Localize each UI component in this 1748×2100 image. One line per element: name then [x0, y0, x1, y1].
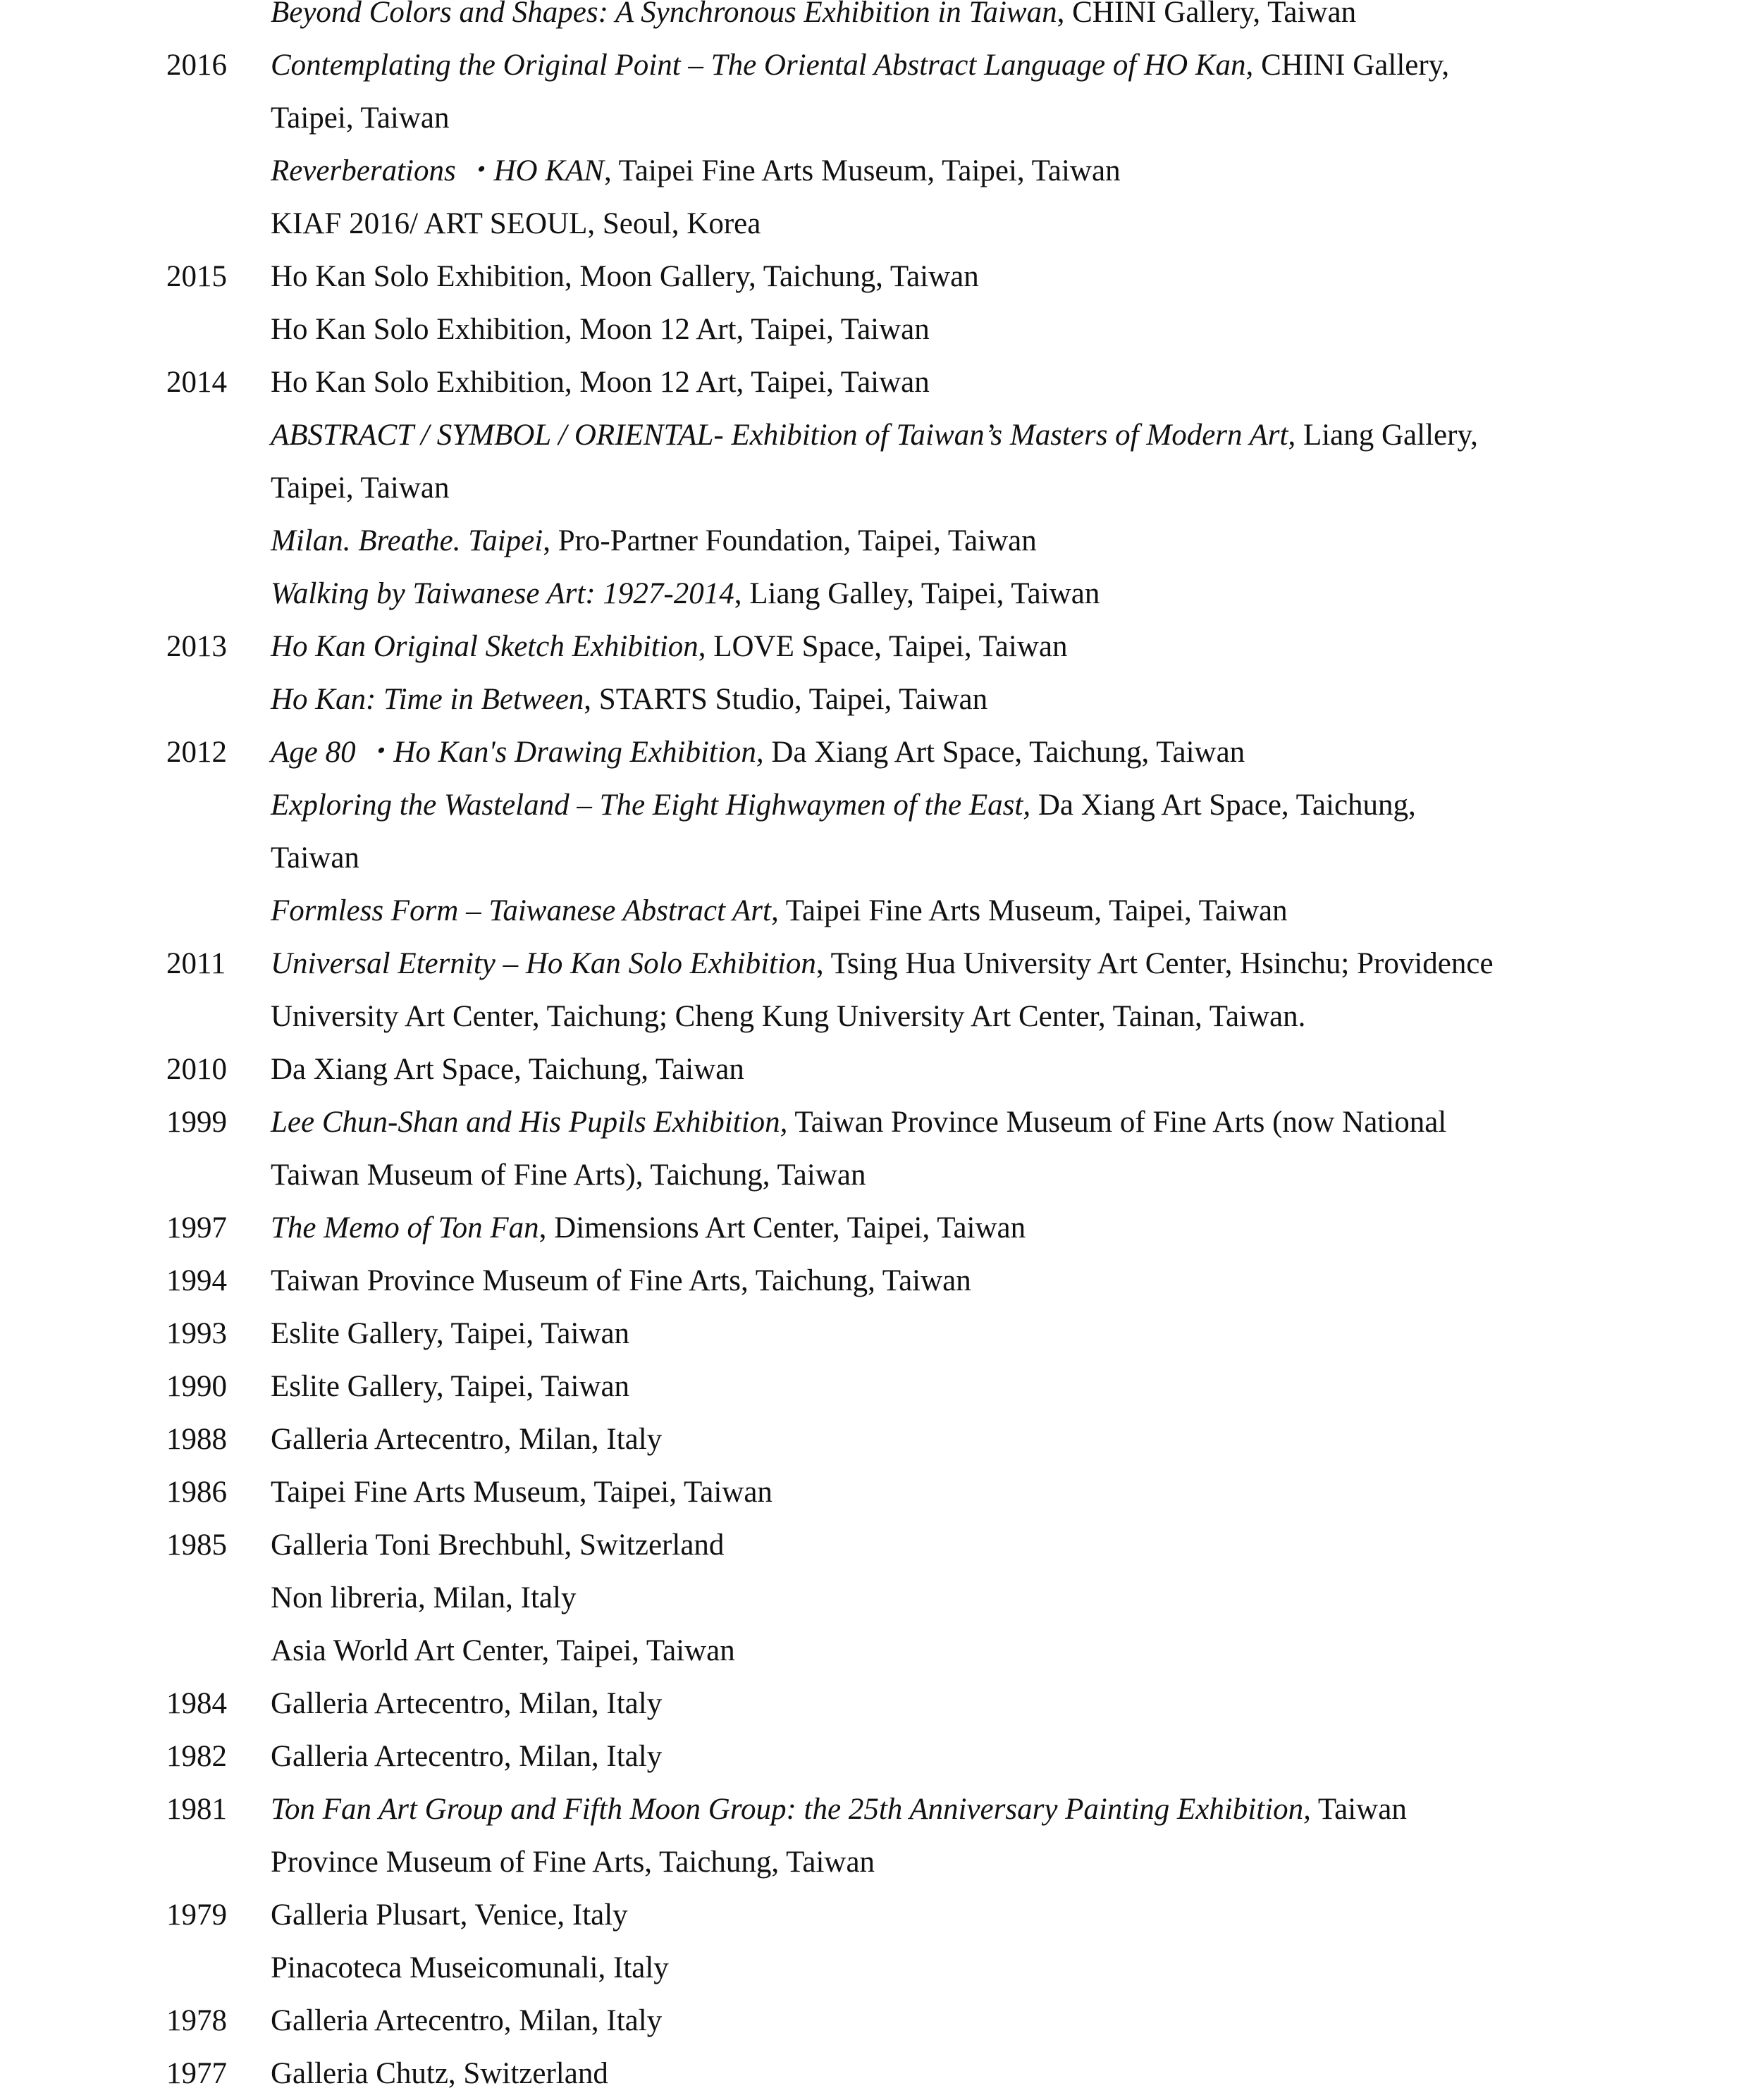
- exhibition-year: 1999: [166, 1106, 227, 1139]
- exhibition-line: [0, 1149, 1748, 1202]
- exhibition-venue: Galleria Plusart, Venice, Italy: [271, 1898, 628, 1932]
- exhibition-year: 2013: [166, 630, 227, 663]
- exhibition-venue: Eslite Gallery, Taipei, Taiwan: [271, 1317, 630, 1350]
- exhibition-venue: Taiwan: [271, 841, 359, 875]
- exhibition-text: [271, 779, 1416, 832]
- exhibition-venue: Taiwan Province Museum of Fine Arts (now National: [787, 1106, 1447, 1139]
- exhibition-text: [271, 514, 1037, 567]
- exhibition-year: 2010: [166, 1053, 227, 1086]
- exhibition-text: [271, 1254, 971, 1307]
- exhibition-text: [271, 1360, 629, 1413]
- exhibition-year: 2011: [166, 947, 226, 980]
- exhibition-venue: Da Xiang Art Space, Taichung,: [1030, 789, 1416, 822]
- exhibition-line: [0, 462, 1748, 514]
- exhibition-year: 1990: [166, 1370, 227, 1403]
- exhibition-text: [271, 567, 1100, 620]
- exhibition-venue: Galleria Artecentro, Milan, Italy: [271, 1423, 663, 1456]
- exhibition-venue: , CHINI Gallery, Taiwan: [1057, 0, 1357, 29]
- exhibition-title: Ho Kan: Time in Between: [271, 683, 584, 716]
- exhibition-line: [0, 1202, 1748, 1254]
- exhibition-line: [0, 1624, 1748, 1677]
- exhibition-line: [0, 567, 1748, 620]
- exhibition-text: [271, 0, 1356, 39]
- exhibition-line: [0, 39, 1748, 92]
- exhibition-year: 1981: [166, 1793, 227, 1826]
- exhibition-text: [271, 832, 359, 884]
- exhibition-text: [271, 1624, 735, 1677]
- exhibition-line: [0, 1360, 1748, 1413]
- exhibition-text: [271, 1994, 662, 2047]
- exhibition-venue: , Liang Galley, Taipei, Taiwan: [734, 577, 1100, 610]
- exhibition-venue: Pinacoteca Museicomunali, Italy: [271, 1951, 669, 1984]
- exhibition-text: [271, 39, 1449, 92]
- exhibition-line: [0, 1889, 1748, 1941]
- exhibition-line: [0, 1307, 1748, 1360]
- exhibition-text: [271, 462, 450, 514]
- exhibition-text: [271, 197, 761, 250]
- exhibition-year: 1982: [166, 1740, 227, 1773]
- exhibition-venue: Ho Kan Solo Exhibition, Moon 12 Art, Taipei, Taiwan: [271, 313, 930, 346]
- exhibition-title: The Memo of Ton Fan: [271, 1211, 539, 1244]
- exhibition-title: Lee Chun-Shan and His Pupils Exhibition,: [271, 1106, 788, 1139]
- exhibition-title: Formless Form – Taiwanese Abstract Art,: [271, 894, 779, 927]
- exhibition-text: [271, 2047, 608, 2100]
- exhibition-text: [271, 884, 1288, 937]
- exhibition-line: [0, 1783, 1748, 1836]
- exhibition-line: [0, 1466, 1748, 1519]
- exhibition-line: [0, 990, 1748, 1043]
- exhibition-line: [0, 356, 1748, 409]
- exhibition-line: [0, 1571, 1748, 1624]
- exhibition-line: [0, 726, 1748, 779]
- exhibition-year: 1994: [166, 1264, 227, 1297]
- exhibition-line: [0, 409, 1748, 462]
- exhibition-title: Universal Eternity – Ho Kan Solo Exhibition: [271, 947, 816, 980]
- exhibition-year: 1985: [166, 1528, 227, 1562]
- exhibition-venue: Non libreria, Milan, Italy: [271, 1581, 577, 1614]
- exhibition-title: ABSTRACT / SYMBOL / ORIENTAL- Exhibition of Taiwan’s Masters of Modern Art: [271, 419, 1288, 452]
- exhibition-year: 1993: [166, 1317, 227, 1350]
- exhibition-venue: Galleria Artecentro, Milan, Italy: [271, 1687, 663, 1720]
- exhibition-text: [271, 1836, 875, 1889]
- exhibition-venue: , Tsing Hua University Art Center, Hsinchu; Providence: [815, 947, 1494, 980]
- exhibition-venue: Taipei Fine Arts Museum, Taipei, Taiwan: [778, 894, 1288, 927]
- exhibition-venue: Taiwan Museum of Fine Arts), Taichung, Taiwan: [271, 1159, 866, 1192]
- exhibition-line: [0, 832, 1748, 884]
- exhibition-year: 2015: [166, 260, 227, 293]
- exhibition-venue: Galleria Chutz, Switzerland: [271, 2057, 608, 2090]
- exhibition-venue: University Art Center, Taichung; Cheng Kung University Art Center, Tainan, Taiwan.: [271, 1000, 1306, 1033]
- exhibition-year: 1978: [166, 2004, 227, 2037]
- exhibition-line: [0, 1096, 1748, 1149]
- exhibition-venue: Province Museum of Fine Arts, Taichung, Taiwan: [271, 1846, 875, 1879]
- exhibition-line: [0, 1413, 1748, 1466]
- exhibition-line: [0, 1730, 1748, 1783]
- exhibition-venue: , Pro-Partner Foundation, Taipei, Taiwan: [543, 524, 1037, 557]
- exhibition-venue: CHINI Gallery,: [1253, 49, 1450, 82]
- exhibition-text: [271, 303, 930, 356]
- exhibition-line: [0, 1043, 1748, 1096]
- exhibition-line: [0, 779, 1748, 832]
- exhibition-text: [271, 1096, 1446, 1149]
- exhibition-text: [271, 1466, 773, 1519]
- exhibition-text: [271, 1149, 866, 1202]
- exhibition-title: Ho Kan Original Sketch Exhibition: [271, 630, 698, 663]
- exhibition-venue: , Taipei Fine Arts Museum, Taipei, Taiwan: [603, 154, 1121, 187]
- exhibition-line: [0, 144, 1748, 197]
- exhibition-text: [271, 250, 979, 303]
- exhibition-line: [0, 1677, 1748, 1730]
- exhibition-text: [271, 1783, 1407, 1836]
- exhibition-text: [271, 1889, 628, 1941]
- exhibition-title: Exploring the Wasteland – The Eight Highwaymen of the East,: [271, 789, 1031, 822]
- exhibition-venue: , Dimensions Art Center, Taipei, Taiwan: [538, 1211, 1026, 1244]
- exhibition-venue: Galleria Artecentro, Milan, Italy: [271, 1740, 663, 1773]
- exhibition-text: [271, 1519, 724, 1571]
- exhibition-venue: Eslite Gallery, Taipei, Taiwan: [271, 1370, 630, 1403]
- exhibition-line: [0, 92, 1748, 144]
- exhibition-line: [0, 1941, 1748, 1994]
- exhibition-line: [0, 1836, 1748, 1889]
- exhibition-venue: Ho Kan Solo Exhibition, Moon 12 Art, Taipei, Taiwan: [271, 366, 930, 399]
- exhibition-line: [0, 1994, 1748, 2047]
- exhibition-year: 1979: [166, 1898, 227, 1932]
- exhibition-line: [0, 1519, 1748, 1571]
- exhibition-line: [0, 1254, 1748, 1307]
- exhibition-title: Milan. Breathe. Taipei: [271, 524, 543, 557]
- exhibition-line: [0, 514, 1748, 567]
- exhibition-line: [0, 884, 1748, 937]
- exhibition-year: 2014: [166, 366, 227, 399]
- exhibition-venue: Taipei, Taiwan: [271, 101, 450, 135]
- exhibition-venue: , STARTS Studio, Taipei, Taiwan: [584, 683, 988, 716]
- exhibition-title: Ton Fan Art Group and Fifth Moon Group: the 25th Anniversary Painting Exhibition,: [271, 1793, 1311, 1826]
- exhibition-venue: , Liang Gallery,: [1288, 419, 1478, 452]
- exhibition-venue: Ho Kan Solo Exhibition, Moon Gallery, Taichung, Taiwan: [271, 260, 979, 293]
- exhibition-text: [271, 1307, 629, 1360]
- exhibition-title: Walking by Taiwanese Art: 1927-2014: [271, 577, 734, 610]
- exhibition-line: [0, 303, 1748, 356]
- exhibition-text: [271, 1413, 662, 1466]
- exhibition-line: [0, 673, 1748, 726]
- exhibition-text: [271, 620, 1067, 673]
- exhibition-venue: Taiwan: [1310, 1793, 1407, 1826]
- exhibition-text: [271, 1730, 662, 1783]
- exhibition-line: [0, 620, 1748, 673]
- exhibition-text: [271, 1571, 576, 1624]
- exhibition-year: 1986: [166, 1476, 227, 1509]
- exhibition-year: 2012: [166, 736, 227, 769]
- exhibition-year: 1984: [166, 1687, 227, 1720]
- exhibition-venue: Galleria Toni Brechbuhl, Switzerland: [271, 1528, 725, 1562]
- exhibition-text: [271, 726, 1245, 779]
- exhibition-venue: Da Xiang Art Space, Taichung, Taiwan: [271, 1053, 744, 1086]
- exhibition-year: 1977: [166, 2057, 227, 2090]
- exhibition-text: [271, 356, 930, 409]
- exhibition-text: [271, 990, 1305, 1043]
- exhibition-line: [0, 937, 1748, 990]
- exhibition-venue: Taipei Fine Arts Museum, Taipei, Taiwan: [271, 1476, 773, 1509]
- exhibition-text: [271, 673, 987, 726]
- exhibition-venue: KIAF 2016/ ART SEOUL, Seoul, Korea: [271, 207, 761, 240]
- exhibition-text: [271, 1043, 744, 1096]
- exhibition-title: Contemplating the Original Point – The Oriental Abstract Language of HO Kan,: [271, 49, 1254, 82]
- exhibition-venue: Galleria Artecentro, Milan, Italy: [271, 2004, 663, 2037]
- exhibition-venue: Asia World Art Center, Taipei, Taiwan: [271, 1634, 735, 1667]
- exhibition-venue: , LOVE Space, Taipei, Taiwan: [698, 630, 1068, 663]
- exhibition-text: [271, 1941, 669, 1994]
- exhibition-line: [0, 2047, 1748, 2100]
- exhibition-venue: Taipei, Taiwan: [271, 471, 450, 505]
- exhibition-line: [0, 250, 1748, 303]
- exhibition-line: [0, 0, 1748, 39]
- exhibition-venue: Da Xiang Art Space, Taichung, Taiwan: [763, 736, 1245, 769]
- exhibition-text: [271, 937, 1494, 990]
- exhibition-line: [0, 197, 1748, 250]
- exhibition-title: Age 80 ・Ho Kan's Drawing Exhibition,: [271, 736, 764, 769]
- exhibition-text: [271, 144, 1121, 197]
- exhibition-text: [271, 409, 1478, 462]
- exhibition-venue: Taiwan Province Museum of Fine Arts, Taichung, Taiwan: [271, 1264, 971, 1297]
- exhibition-title: Reverberations ・HO KAN: [271, 154, 604, 187]
- exhibition-text: [271, 92, 450, 144]
- exhibition-year: 1988: [166, 1423, 227, 1456]
- exhibition-year: 2016: [166, 49, 227, 82]
- exhibition-title: Beyond Colors and Shapes: A Synchronous Exhibition in Taiwan: [271, 0, 1057, 29]
- exhibition-year: 1997: [166, 1211, 227, 1244]
- exhibition-text: [271, 1677, 662, 1730]
- exhibition-text: [271, 1202, 1026, 1254]
